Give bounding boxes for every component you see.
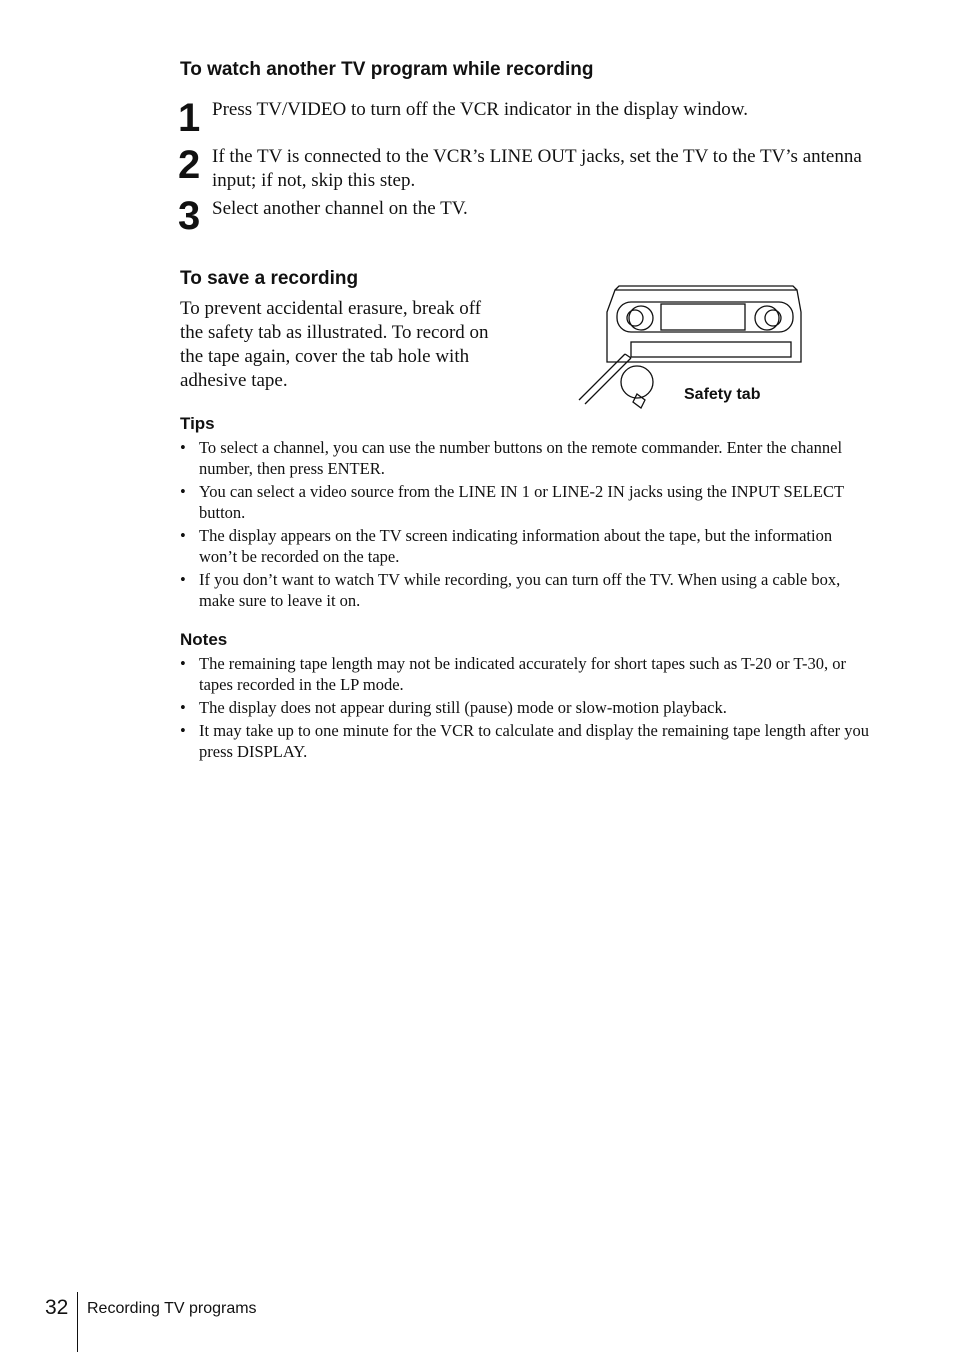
page-number: 32 bbox=[45, 1296, 69, 1319]
list-item: • If you don’t want to watch TV while recording, you can turn off the TV. When using a cable box, make sure to leave it on. bbox=[180, 570, 841, 610]
notes-list bbox=[180, 653, 874, 764]
footer-section-title: Recording TV programs bbox=[87, 1300, 257, 1317]
tips-list bbox=[180, 437, 874, 613]
list-item: • The display appears on the TV screen indicating information about the tape, but the information won’t be recorded on the tape. bbox=[180, 526, 833, 566]
step-text-1: Press TV/VIDEO to turn off the VCR indicator in the display window. bbox=[212, 99, 748, 120]
step-text-3: Select another channel on the TV. bbox=[212, 198, 468, 219]
notes-heading: Notes bbox=[180, 630, 228, 649]
footer-divider bbox=[77, 1292, 78, 1352]
list-item: • The remaining tape length may not be indicated accurately for short tapes such as T-20 or T-30, or tapes recorded in the LP mode. bbox=[180, 654, 846, 694]
list-item: • The display does not appear during still (pause) mode or slow-motion playback. bbox=[180, 698, 727, 717]
safety-tab-label: Safety tab bbox=[684, 386, 761, 403]
save-recording-body: To prevent accidental erasure, break off the safety tab as illustrated. To record on the tape again, cover the tab hole with adhesive tape. bbox=[180, 298, 489, 391]
list-item: • It may take up to one minute for the VCR to calculate and display the remaining tape length after you press DISPLAY. bbox=[180, 721, 870, 761]
step-number-2: 2 bbox=[178, 143, 201, 187]
step-number-3: 3 bbox=[178, 194, 201, 238]
list-item: • You can select a video source from the LINE IN 1 or LINE-2 IN jacks using the INPUT SELECT button. bbox=[180, 482, 844, 522]
list-item: • To select a channel, you can use the number buttons on the remote commander. Enter the channel number, then press ENTER. bbox=[180, 438, 843, 478]
step-text-2: If the TV is connected to the VCR’s LINE OUT jacks, set the TV to the TV’s antenna input; if not, skip this step. bbox=[212, 146, 862, 191]
section-heading-watch: To watch another TV program while recording bbox=[180, 59, 594, 80]
section-heading-save: To save a recording bbox=[180, 268, 359, 289]
tips-heading: Tips bbox=[180, 414, 215, 433]
step-number-1: 1 bbox=[178, 96, 201, 140]
